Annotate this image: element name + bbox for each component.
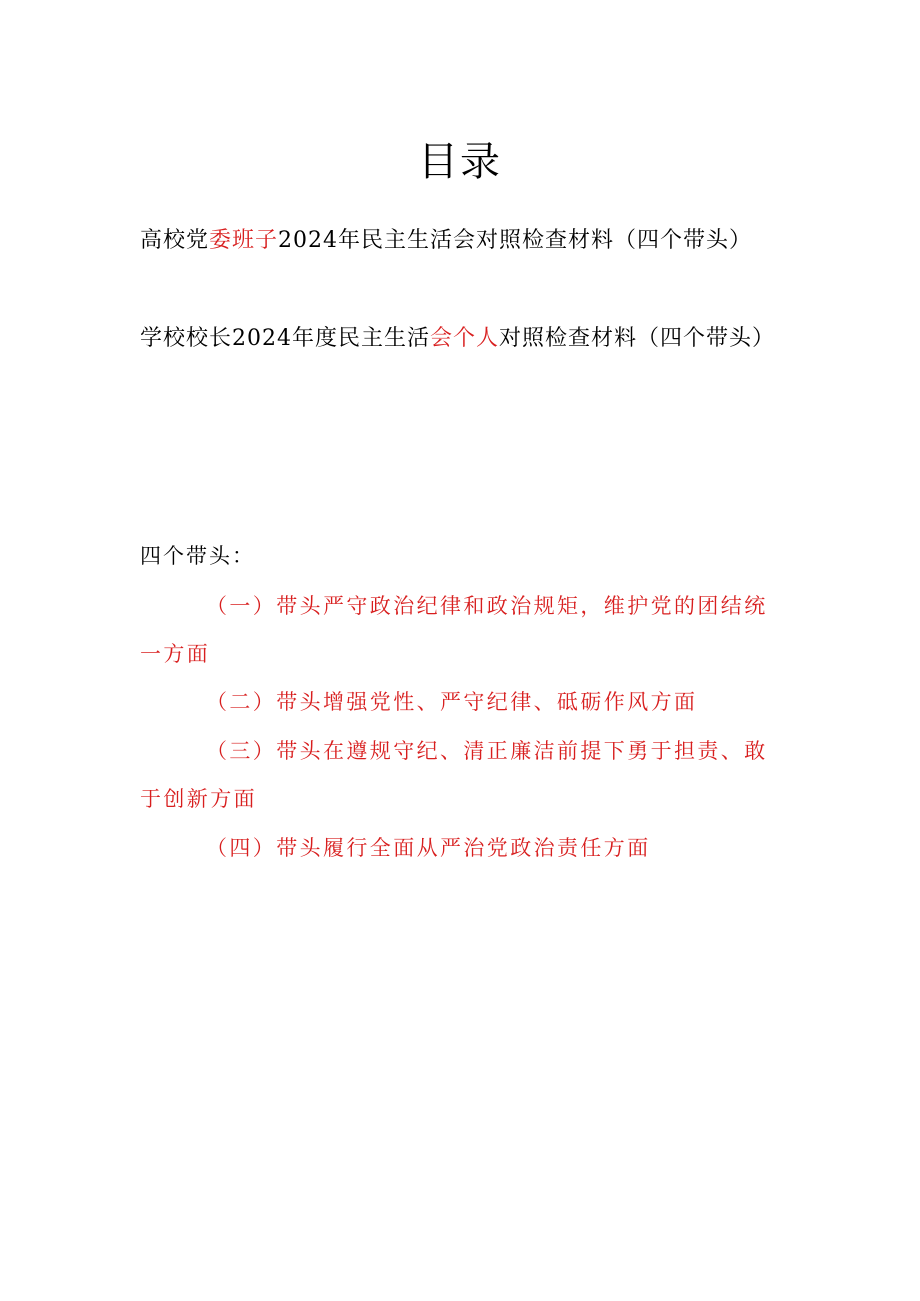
toc-entry-2-part-3: 对照检查材料（四个带头） <box>499 326 776 351</box>
aspect-item-3: （三）带头在遵规守纪、清正廉洁前提下勇于担责、敢于创新方面 <box>140 739 768 811</box>
toc-entry-1[interactable] <box>140 226 752 256</box>
aspect-item-1: （一）带头严守政治纪律和政治规矩，维护党的团结统一方面 <box>140 594 768 666</box>
toc-entry-1-highlight: 委班子 <box>209 228 279 253</box>
toc-entry-1-part-3: 2024年民主生活会对照检查材料（四个带头） <box>278 228 753 253</box>
aspect-item-4: （四）带头履行全面从严治党政治责任方面 <box>206 836 651 860</box>
aspect-item-2: （二）带头增强党性、严守纪律、砥砺作风方面 <box>206 690 698 714</box>
toc-entry-2-part-1: 学校校长2024年度民主生活 <box>140 326 430 351</box>
toc-entry-2[interactable] <box>140 324 775 354</box>
page-title: 目录 <box>418 139 502 185</box>
toc-entry-2-highlight: 会个人 <box>430 326 500 351</box>
section-label: 四个带头： <box>140 544 255 568</box>
toc-entry-1-part-1: 高校党 <box>140 228 210 253</box>
